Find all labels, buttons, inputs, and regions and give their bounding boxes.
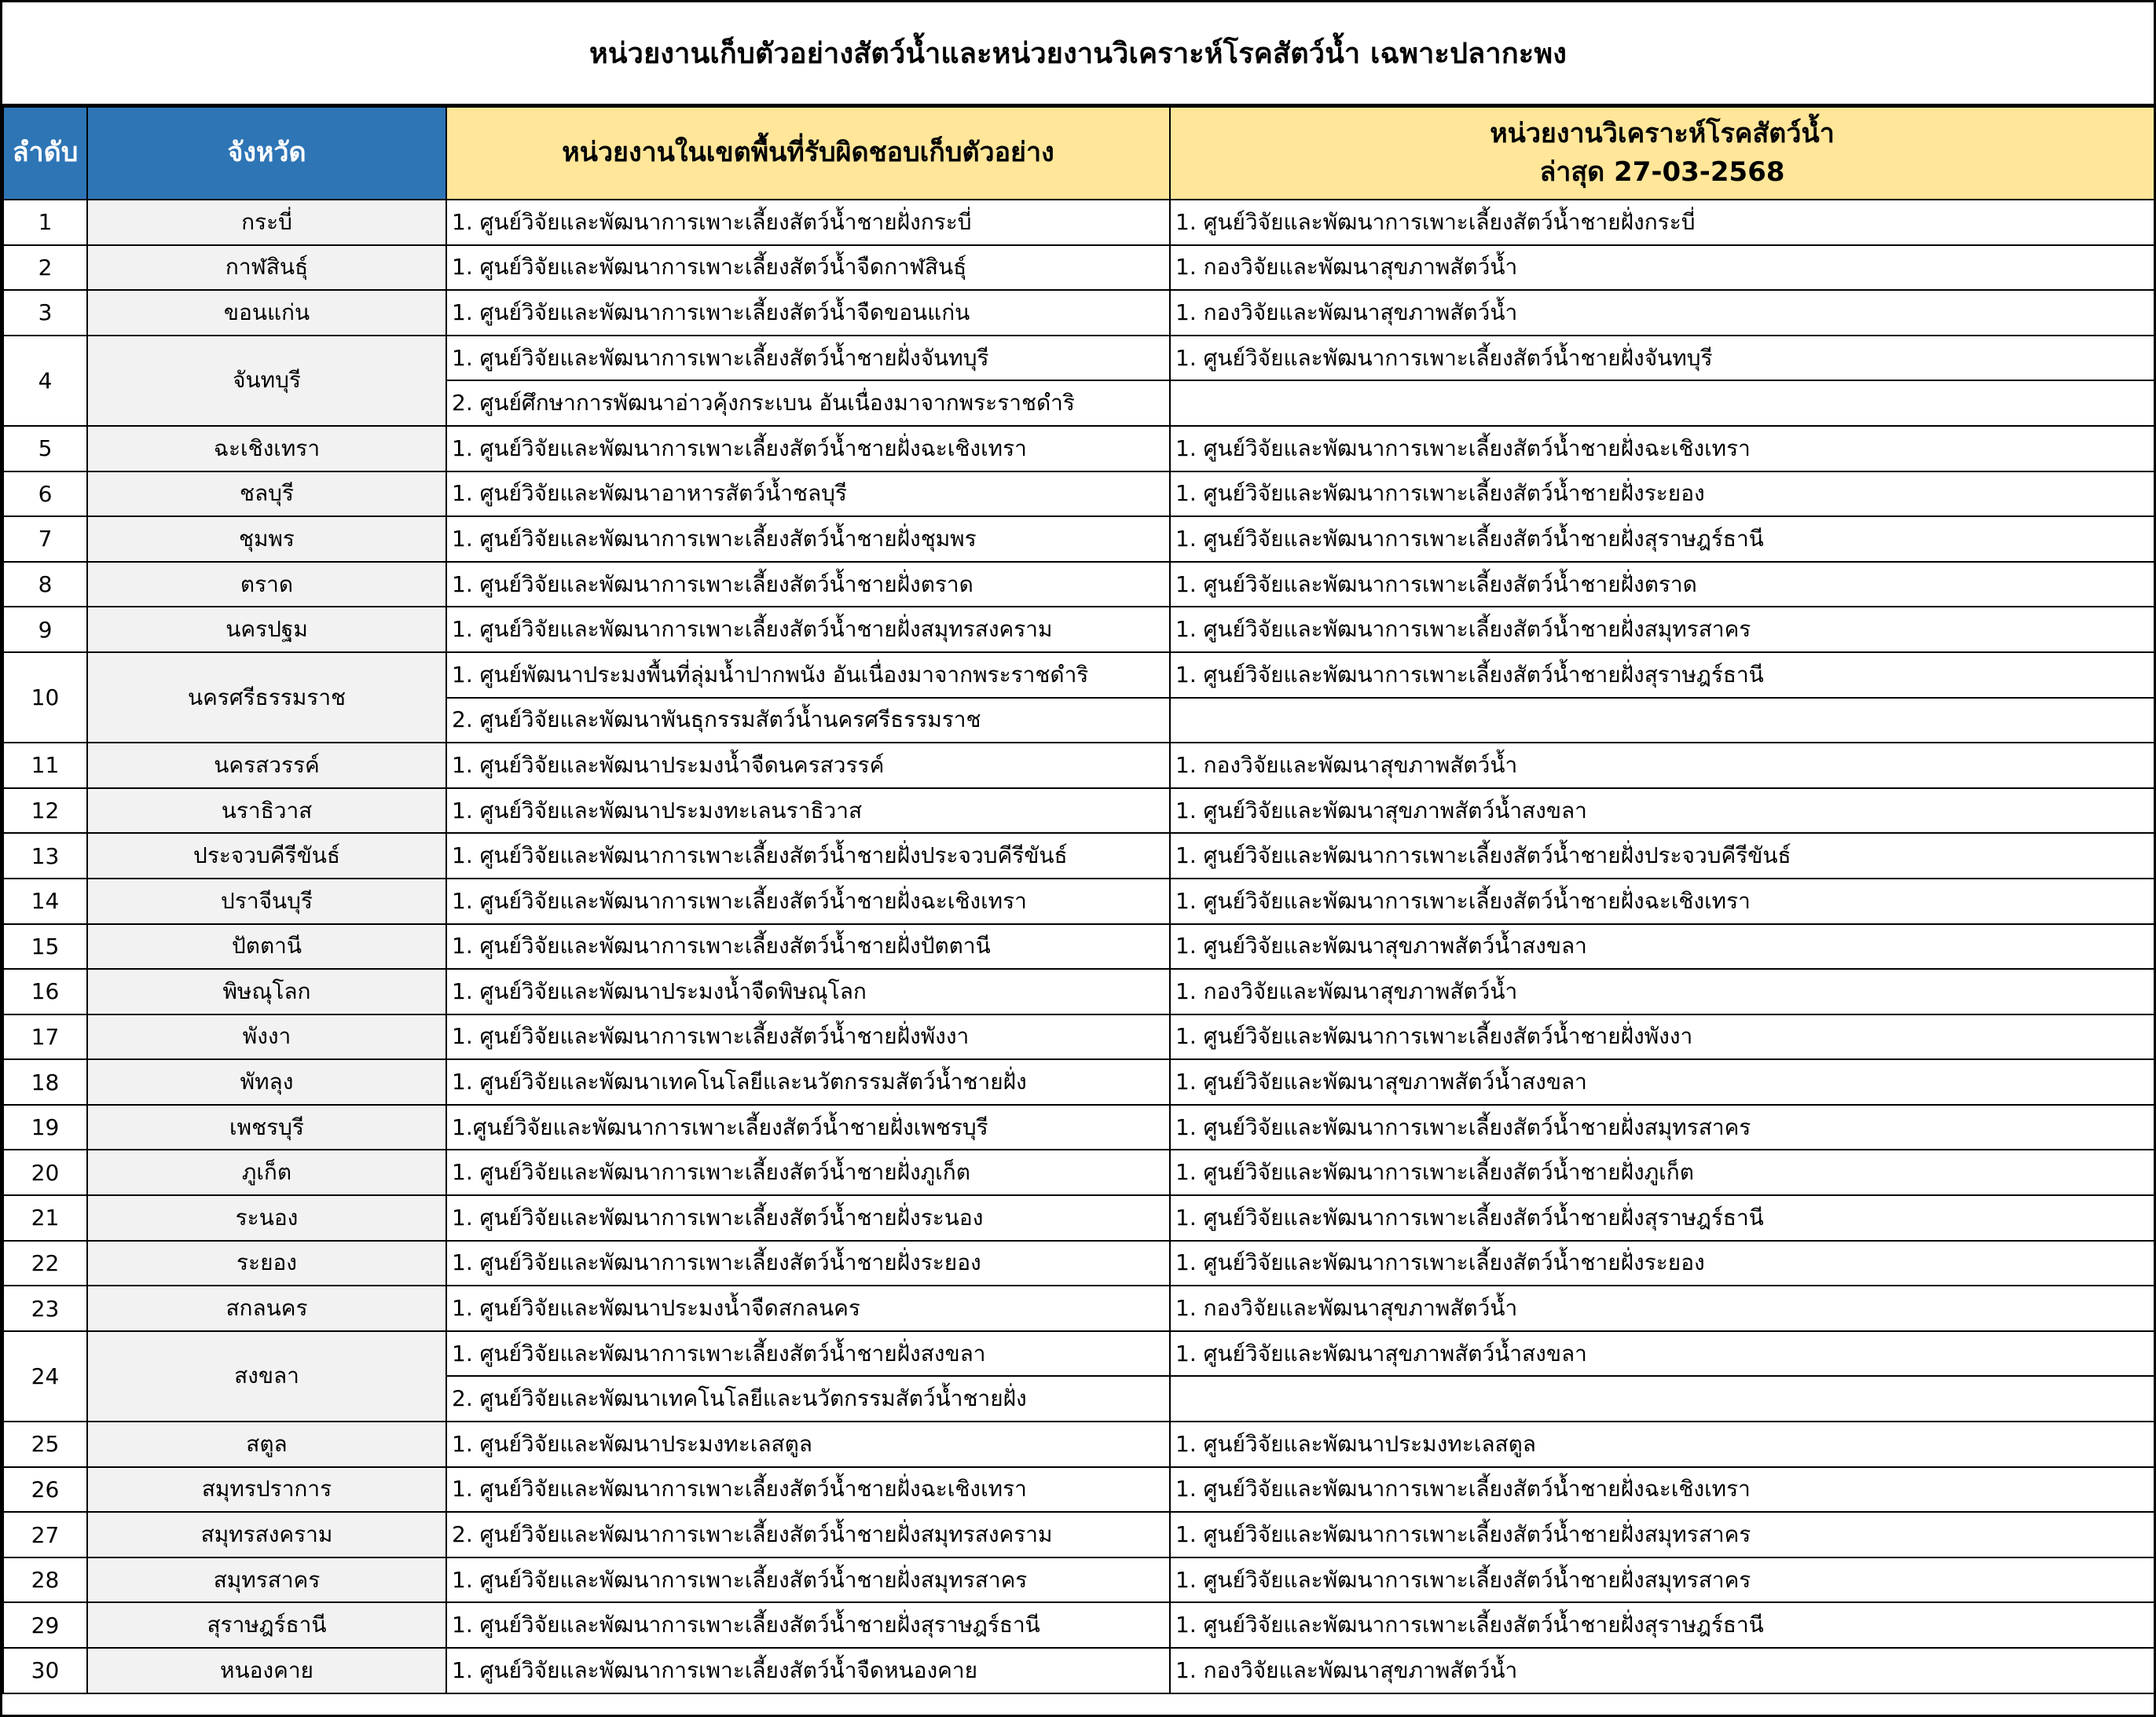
collector-unit-cell: 1. ศูนย์วิจัยและพัฒนาการเพาะเลี้ยงสัตว์น้ำชายฝั่งชุมพร [446,516,1170,562]
province-cell: พัทลุง [87,1059,446,1105]
row-number: 28 [3,1557,87,1603]
row-number: 4 [3,336,87,426]
row-number: 14 [3,879,87,924]
province-cell: สกลนคร [87,1286,446,1331]
province-cell: สงขลา [87,1331,446,1422]
table-row [3,969,2154,1014]
header-updated-date: ล่าสุด 27-03-2568 [1539,156,1785,188]
lab-unit-cell: 1. ศูนย์วิจัยและพัฒนาการเพาะเลี้ยงสัตว์น้ำชายฝั่งสุราษฎร์ธานี [1170,516,2154,562]
row-number: 22 [3,1241,87,1286]
province-cell: สมุทรสงคราม [87,1512,446,1557]
row-number: 15 [3,924,87,970]
lab-unit-cell [1170,1376,2154,1422]
row-number: 12 [3,788,87,834]
lab-unit-cell: 1. ศูนย์วิจัยและพัฒนาสุขภาพสัตว์น้ำสงขลา [1170,1059,2154,1105]
row-number: 3 [3,290,87,336]
table-row [3,1467,2154,1513]
table-row [3,200,2154,245]
province-cell: เพชรบุรี [87,1105,446,1150]
row-number: 17 [3,1014,87,1060]
collector-unit-cell: 2. ศูนย์วิจัยและพัฒนาพันธุกรรมสัตว์น้ำนครศรีธรรมราช [446,698,1170,743]
table-row [3,652,2154,698]
page-title: หน่วยงานเก็บตัวอย่างสัตว์น้ำและหน่วยงานวิเคราะห์โรคสัตว์น้ำ เฉพาะปลากะพง [2,2,2154,106]
lab-unit-cell: 1. กองวิจัยและพัฒนาสุขภาพสัตว์น้ำ [1170,969,2154,1014]
collector-unit-cell: 1. ศูนย์วิจัยและพัฒนาการเพาะเลี้ยงสัตว์น้ำจืดกาฬสินธุ์ [446,245,1170,291]
table-row [3,1014,2154,1060]
row-number: 13 [3,833,87,879]
collector-unit-cell: 1. ศูนย์วิจัยและพัฒนาการเพาะเลี้ยงสัตว์น้ำชายฝั่งระนอง [446,1195,1170,1241]
lab-unit-cell: 1. ศูนย์วิจัยและพัฒนาการเพาะเลี้ยงสัตว์น้ำชายฝั่งประจวบคีรีขันธ์ [1170,833,2154,879]
province-cell: จันทบุรี [87,336,446,426]
table-row [3,1512,2154,1557]
province-cell: ภูเก็ต [87,1150,446,1195]
province-cell: นครปฐม [87,607,446,652]
province-cell: ชลบุรี [87,471,446,517]
lab-unit-cell: 1. กองวิจัยและพัฒนาสุขภาพสัตว์น้ำ [1170,1648,2154,1693]
collector-unit-cell: 1. ศูนย์วิจัยและพัฒนาการเพาะเลี้ยงสัตว์น้ำจืดหนองคาย [446,1648,1170,1693]
province-cell: นครสวรรค์ [87,743,446,788]
lab-unit-cell: 1. ศูนย์วิจัยและพัฒนาการเพาะเลี้ยงสัตว์น้ำชายฝั่งสมุทรสาคร [1170,1512,2154,1557]
header-lab [1170,107,2154,200]
table-row [3,471,2154,517]
collector-unit-cell: 1. ศูนย์วิจัยและพัฒนาการเพาะเลี้ยงสัตว์น้ำชายฝั่งปัตตานี [446,924,1170,970]
table-row [3,1557,2154,1603]
lab-unit-cell [1170,698,2154,743]
header-collector: หน่วยงานในเขตพื้นที่รับผิดชอบเก็บตัวอย่าง [446,107,1170,200]
collector-unit-cell: 1. ศูนย์วิจัยและพัฒนาการเพาะเลี้ยงสัตว์น้ำชายฝั่งสมุทรสาคร [446,1557,1170,1603]
collector-unit-cell: 2. ศูนย์ศึกษาการพัฒนาอ่าวคุ้งกระเบน อันเนื่องมาจากพระราชดำริ [446,380,1170,426]
table-row [3,607,2154,652]
province-cell: ปัตตานี [87,924,446,970]
lab-unit-cell: 1. ศูนย์วิจัยและพัฒนาสุขภาพสัตว์น้ำสงขลา [1170,1331,2154,1377]
header-lab-label: หน่วยงานวิเคราะห์โรคสัตว์น้ำ [1490,117,1835,149]
collector-unit-cell: 2. ศูนย์วิจัยและพัฒนาการเพาะเลี้ยงสัตว์น้ำชายฝั่งสมุทรสงคราม [446,1512,1170,1557]
row-number: 20 [3,1150,87,1195]
row-number: 21 [3,1195,87,1241]
collector-unit-cell: 1. ศูนย์วิจัยและพัฒนาการเพาะเลี้ยงสัตว์น้ำชายฝั่งภูเก็ต [446,1150,1170,1195]
collector-unit-cell: 1. ศูนย์วิจัยและพัฒนาการเพาะเลี้ยงสัตว์น้ำชายฝั่งจันทบุรี [446,336,1170,381]
province-cell: พิษณุโลก [87,969,446,1014]
table-row [3,1602,2154,1648]
collector-unit-cell: 1. ศูนย์วิจัยและพัฒนาการเพาะเลี้ยงสัตว์น้ำชายฝั่งประจวบคีรีขันธ์ [446,833,1170,879]
row-number: 1 [3,200,87,245]
table-row [3,245,2154,291]
collector-unit-cell: 1. ศูนย์วิจัยและพัฒนาประมงน้ำจืดสกลนคร [446,1286,1170,1331]
province-cell: สมุทรปราการ [87,1467,446,1513]
collector-unit-cell: 1. ศูนย์วิจัยและพัฒนาประมงน้ำจืดพิษณุโลก [446,969,1170,1014]
table-row [3,1150,2154,1195]
collector-unit-cell: 2. ศูนย์วิจัยและพัฒนาเทคโนโลยีและนวัตกรรมสัตว์น้ำชายฝั่ง [446,1376,1170,1422]
table-row [3,879,2154,924]
lab-unit-cell: 1. ศูนย์วิจัยและพัฒนาการเพาะเลี้ยงสัตว์น้ำชายฝั่งตราด [1170,562,2154,607]
lab-unit-cell: 1. ศูนย์วิจัยและพัฒนาการเพาะเลี้ยงสัตว์น้ำชายฝั่งสุราษฎร์ธานี [1170,1602,2154,1648]
lab-unit-cell: 1. ศูนย์วิจัยและพัฒนาการเพาะเลี้ยงสัตว์น้ำชายฝั่งฉะเชิงเทรา [1170,1467,2154,1513]
lab-unit-cell: 1. ศูนย์วิจัยและพัฒนาการเพาะเลี้ยงสัตว์น้ำชายฝั่งพังงา [1170,1014,2154,1060]
row-number: 27 [3,1512,87,1557]
row-number: 24 [3,1331,87,1422]
province-cell: กระบี่ [87,200,446,245]
lab-unit-cell: 1. กองวิจัยและพัฒนาสุขภาพสัตว์น้ำ [1170,1286,2154,1331]
row-number: 23 [3,1286,87,1331]
lab-unit-cell: 1. ศูนย์วิจัยและพัฒนาสุขภาพสัตว์น้ำสงขลา [1170,788,2154,834]
table-row [3,788,2154,834]
lab-unit-cell: 1. ศูนย์วิจัยและพัฒนาการเพาะเลี้ยงสัตว์น้ำชายฝั่งสมุทรสาคร [1170,607,2154,652]
header-province: จังหวัด [87,107,446,200]
row-number: 25 [3,1422,87,1467]
row-number: 9 [3,607,87,652]
lab-unit-cell: 1. ศูนย์วิจัยและพัฒนาสุขภาพสัตว์น้ำสงขลา [1170,924,2154,970]
lab-unit-cell: 1. ศูนย์วิจัยและพัฒนาการเพาะเลี้ยงสัตว์น้ำชายฝั่งระยอง [1170,1241,2154,1286]
province-cell: พังงา [87,1014,446,1060]
province-cell: ตราด [87,562,446,607]
table-row [3,924,2154,970]
row-number: 6 [3,471,87,517]
collector-unit-cell: 1. ศูนย์วิจัยและพัฒนาการเพาะเลี้ยงสัตว์น้ำชายฝั่งฉะเชิงเทรา [446,1467,1170,1513]
row-number: 29 [3,1602,87,1648]
lab-unit-cell [1170,380,2154,426]
lab-unit-cell: 1. ศูนย์วิจัยและพัฒนาการเพาะเลี้ยงสัตว์น้ำชายฝั่งภูเก็ต [1170,1150,2154,1195]
table-row [3,336,2154,381]
collector-unit-cell: 1. ศูนย์วิจัยและพัฒนาเทคโนโลยีและนวัตกรรมสัตว์น้ำชายฝั่ง [446,1059,1170,1105]
lab-unit-cell: 1. ศูนย์วิจัยและพัฒนาการเพาะเลี้ยงสัตว์น้ำชายฝั่งฉะเชิงเทรา [1170,426,2154,471]
collector-unit-cell: 1. ศูนย์วิจัยและพัฒนาการเพาะเลี้ยงสัตว์น้ำชายฝั่งระยอง [446,1241,1170,1286]
lab-unit-cell: 1. ศูนย์วิจัยและพัฒนาประมงทะเลสตูล [1170,1422,2154,1467]
lab-unit-cell: 1. ศูนย์วิจัยและพัฒนาการเพาะเลี้ยงสัตว์น้ำชายฝั่งสมุทรสาคร [1170,1105,2154,1150]
row-number: 18 [3,1059,87,1105]
table-row [3,833,2154,879]
table-row [3,290,2154,336]
table-row [3,1195,2154,1241]
province-cell: สตูล [87,1422,446,1467]
province-cell: ฉะเชิงเทรา [87,426,446,471]
lab-unit-cell: 1. ศูนย์วิจัยและพัฒนาการเพาะเลี้ยงสัตว์น้ำชายฝั่งกระบี่ [1170,200,2154,245]
collector-unit-cell: 1. ศูนย์วิจัยและพัฒนาการเพาะเลี้ยงสัตว์น้ำชายฝั่งกระบี่ [446,200,1170,245]
table-row [3,743,2154,788]
collector-unit-cell: 1. ศูนย์วิจัยและพัฒนาการเพาะเลี้ยงสัตว์น้ำชายฝั่งสงขลา [446,1331,1170,1377]
collector-unit-cell: 1. ศูนย์วิจัยและพัฒนาประมงทะเลสตูล [446,1422,1170,1467]
row-number: 7 [3,516,87,562]
collector-unit-cell: 1. ศูนย์พัฒนาประมงพื้นที่ลุ่มน้ำปากพนัง อันเนื่องมาจากพระราชดำริ [446,652,1170,698]
lab-unit-cell: 1. ศูนย์วิจัยและพัฒนาการเพาะเลี้ยงสัตว์น้ำชายฝั่งระยอง [1170,471,2154,517]
collector-unit-cell: 1. ศูนย์วิจัยและพัฒนาอาหารสัตว์น้ำชลบุรี [446,471,1170,517]
collector-unit-cell: 1. ศูนย์วิจัยและพัฒนาการเพาะเลี้ยงสัตว์น้ำชายฝั่งสมุทรสงคราม [446,607,1170,652]
row-number: 10 [3,652,87,743]
province-cell: กาฬสินธุ์ [87,245,446,291]
row-number: 16 [3,969,87,1014]
province-cell: ประจวบคีรีขันธ์ [87,833,446,879]
table-row [3,1648,2154,1693]
table-row [3,1331,2154,1377]
row-number: 8 [3,562,87,607]
table-body [3,200,2154,1693]
sampling-units-table [2,106,2155,1694]
province-cell: สุราษฎร์ธานี [87,1602,446,1648]
table-row [3,1059,2154,1105]
province-cell: ระยอง [87,1241,446,1286]
collector-unit-cell: 1. ศูนย์วิจัยและพัฒนาการเพาะเลี้ยงสัตว์น้ำชายฝั่งตราด [446,562,1170,607]
lab-unit-cell: 1. ศูนย์วิจัยและพัฒนาการเพาะเลี้ยงสัตว์น้ำชายฝั่งจันทบุรี [1170,336,2154,381]
collector-unit-cell: 1. ศูนย์วิจัยและพัฒนาการเพาะเลี้ยงสัตว์น้ำชายฝั่งสุราษฎร์ธานี [446,1602,1170,1648]
collector-unit-cell: 1.ศูนย์วิจัยและพัฒนาการเพาะเลี้ยงสัตว์น้ำชายฝั่งเพชรบุรี [446,1105,1170,1150]
row-number: 26 [3,1467,87,1513]
row-number: 5 [3,426,87,471]
collector-unit-cell: 1. ศูนย์วิจัยและพัฒนาการเพาะเลี้ยงสัตว์น้ำชายฝั่งฉะเชิงเทรา [446,879,1170,924]
row-number: 11 [3,743,87,788]
collector-unit-cell: 1. ศูนย์วิจัยและพัฒนาการเพาะเลี้ยงสัตว์น้ำชายฝั่งฉะเชิงเทรา [446,426,1170,471]
table-row [3,1422,2154,1467]
collector-unit-cell: 1. ศูนย์วิจัยและพัฒนาการเพาะเลี้ยงสัตว์น้ำชายฝั่งพังงา [446,1014,1170,1060]
collector-unit-cell: 1. ศูนย์วิจัยและพัฒนาประมงน้ำจืดนครสวรรค์ [446,743,1170,788]
province-cell: นราธิวาส [87,788,446,834]
table-row [3,1241,2154,1286]
table-row [3,562,2154,607]
table-row [3,1286,2154,1331]
province-cell: หนองคาย [87,1648,446,1693]
row-number: 30 [3,1648,87,1693]
lab-unit-cell: 1. ศูนย์วิจัยและพัฒนาการเพาะเลี้ยงสัตว์น้ำชายฝั่งฉะเชิงเทรา [1170,879,2154,924]
lab-unit-cell: 1. ศูนย์วิจัยและพัฒนาการเพาะเลี้ยงสัตว์น้ำชายฝั่งสุราษฎร์ธานี [1170,652,2154,698]
collector-unit-cell: 1. ศูนย์วิจัยและพัฒนาการเพาะเลี้ยงสัตว์น้ำจืดขอนแก่น [446,290,1170,336]
lab-unit-cell: 1. ศูนย์วิจัยและพัฒนาการเพาะเลี้ยงสัตว์น้ำชายฝั่งสุราษฎร์ธานี [1170,1195,2154,1241]
province-cell: สมุทรสาคร [87,1557,446,1603]
lab-unit-cell: 1. กองวิจัยและพัฒนาสุขภาพสัตว์น้ำ [1170,290,2154,336]
lab-unit-cell: 1. กองวิจัยและพัฒนาสุขภาพสัตว์น้ำ [1170,743,2154,788]
province-cell: ปราจีนบุรี [87,879,446,924]
province-cell: ระนอง [87,1195,446,1241]
table-header-row [3,107,2154,200]
table-row [3,1105,2154,1150]
row-number: 2 [3,245,87,291]
table-row [3,426,2154,471]
table-row [3,516,2154,562]
lab-unit-cell: 1. ศูนย์วิจัยและพัฒนาการเพาะเลี้ยงสัตว์น้ำชายฝั่งสมุทรสาคร [1170,1557,2154,1603]
row-number: 19 [3,1105,87,1150]
province-cell: ชุมพร [87,516,446,562]
province-cell: นครศรีธรรมราช [87,652,446,743]
header-no: ลำดับ [3,107,87,200]
collector-unit-cell: 1. ศูนย์วิจัยและพัฒนาประมงทะเลนราธิวาส [446,788,1170,834]
province-cell: ขอนแก่น [87,290,446,336]
lab-unit-cell: 1. กองวิจัยและพัฒนาสุขภาพสัตว์น้ำ [1170,245,2154,291]
